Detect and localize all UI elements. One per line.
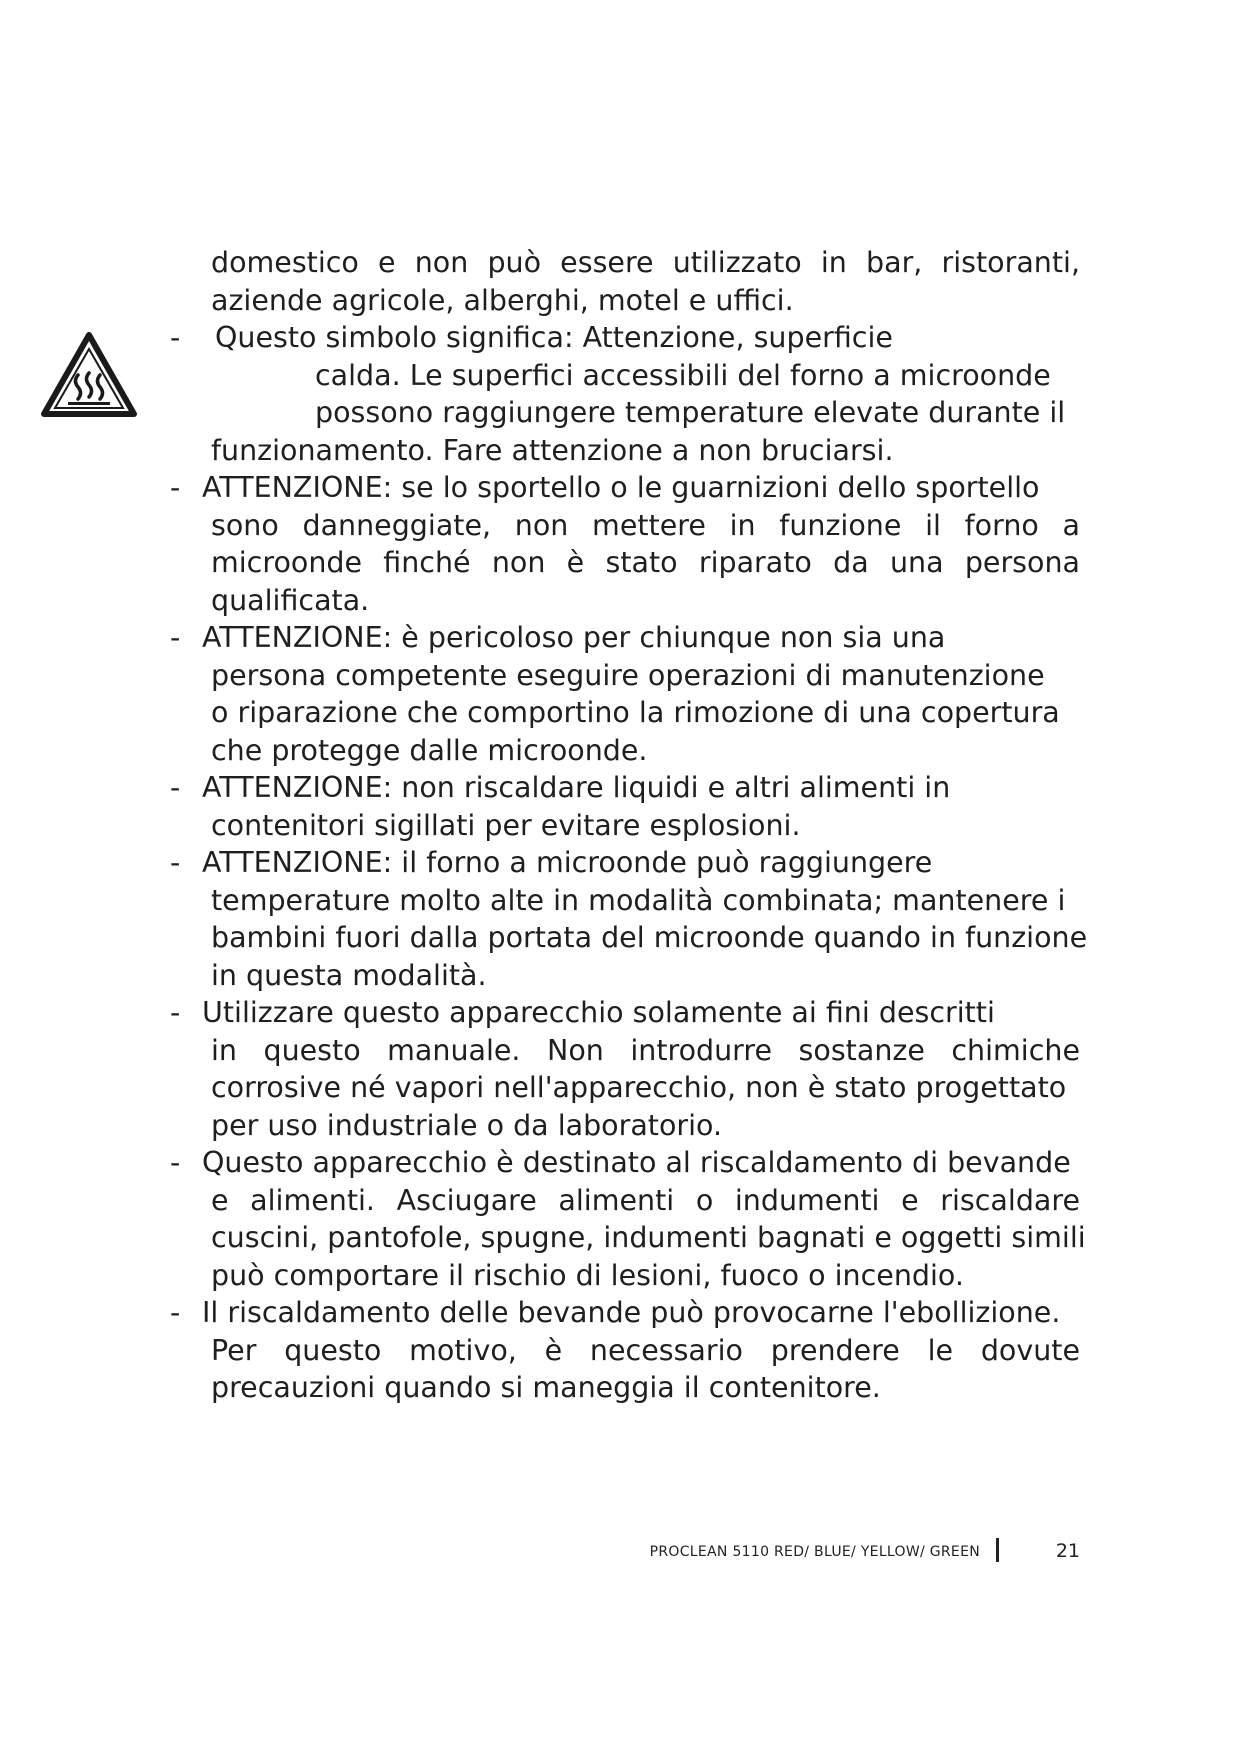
page-footer <box>640 1538 1080 1568</box>
list-item: - ATTENZIONE: se lo sportello o le guarnizioni dello sportello <box>170 469 1080 507</box>
text-line: bambini fuori dalla portata del microonde quando in funzione <box>211 921 1088 954</box>
text-line: corrosive né vapori nell'apparecchio, non è stato progettato <box>211 1071 1067 1104</box>
text-line: funzionamento. Fare attenzione a non bruciarsi. <box>211 433 894 467</box>
text-line: può comportare il rischio di lesioni, fuoco o incendio. <box>211 1258 964 1292</box>
text-line: calda. Le superfici accessibili del forno a microonde <box>315 358 1051 392</box>
text-line: che protegge dalle microonde. <box>211 733 648 767</box>
list-item: - ATTENZIONE: non riscaldare liquidi e altri alimenti in <box>170 769 1080 807</box>
bullet-dash: - <box>170 846 181 879</box>
bullet-dash: - <box>170 1146 181 1179</box>
bullet-dash: - <box>170 996 181 1029</box>
bullet-dash: - <box>170 621 181 654</box>
text-line: per uso industriale o da laboratorio. <box>211 1108 723 1142</box>
list-item: - Il riscaldamento delle bevande può provocarne l'ebollizione. <box>170 1294 1080 1332</box>
safety-instructions <box>170 244 1088 1407</box>
text-line: contenitori sigillati per evitare esplosioni. <box>211 808 801 842</box>
text-line: in questo manuale. Non introdurre sostanze chimiche <box>211 1033 1080 1067</box>
text-line: e alimenti. Asciugare alimenti o indumenti e riscaldare <box>211 1183 1080 1217</box>
list-item: - ATTENZIONE: il forno a microonde può raggiungere <box>170 844 1080 882</box>
bullet-dash: - <box>170 321 181 354</box>
text-line: persona competente eseguire operazioni di manutenzione <box>211 658 1045 692</box>
text-line: domestico e non può essere utilizzato in bar, ristoranti, <box>211 246 1080 279</box>
page-number: 21 <box>1055 1540 1080 1562</box>
footer-model-name: PROCLEAN 5110 RED/ BLUE/ YELLOW/ GREEN <box>649 1544 980 1560</box>
text-line: sono danneggiate, non mettere in funzione il forno a <box>211 508 1080 542</box>
text-line: o riparazione che comportino la rimozione di una copertura <box>211 696 1060 729</box>
text-line: possono raggiungere temperature elevate durante il <box>315 396 1066 429</box>
text-line: microonde finché non è stato riparato da una persona <box>211 546 1080 579</box>
list-item: - ATTENZIONE: è pericoloso per chiunque non sia una <box>170 619 1080 657</box>
text-line: qualificata. <box>211 583 370 617</box>
footer-separator <box>996 1538 999 1562</box>
bullet-dash: - <box>170 1296 181 1329</box>
bullet-dash: - <box>170 771 181 804</box>
bullet-dash: - <box>170 471 181 504</box>
text-line: cuscini, pantofole, spugne, indumenti bagnati e oggetti simili <box>211 1221 1086 1254</box>
text-line: temperature molto alte in modalità combinata; mantenere i <box>211 883 1066 917</box>
text-line: aziende agricole, alberghi, motel e uffici. <box>211 283 794 317</box>
list-item: - Utilizzare questo apparecchio solamente ai fini descritti <box>170 994 1080 1032</box>
text-line: Per questo motivo, è necessario prendere le dovute <box>211 1333 1080 1367</box>
text-line: in questa modalità. <box>211 958 487 992</box>
hot-surface-warning-icon <box>40 331 138 419</box>
list-item: - Questo simbolo significa: Attenzione, superficie <box>170 319 1080 357</box>
text-line: precauzioni quando si maneggia il contenitore. <box>211 1371 881 1404</box>
list-item: - Questo apparecchio è destinato al riscaldamento di bevande <box>170 1144 1080 1182</box>
